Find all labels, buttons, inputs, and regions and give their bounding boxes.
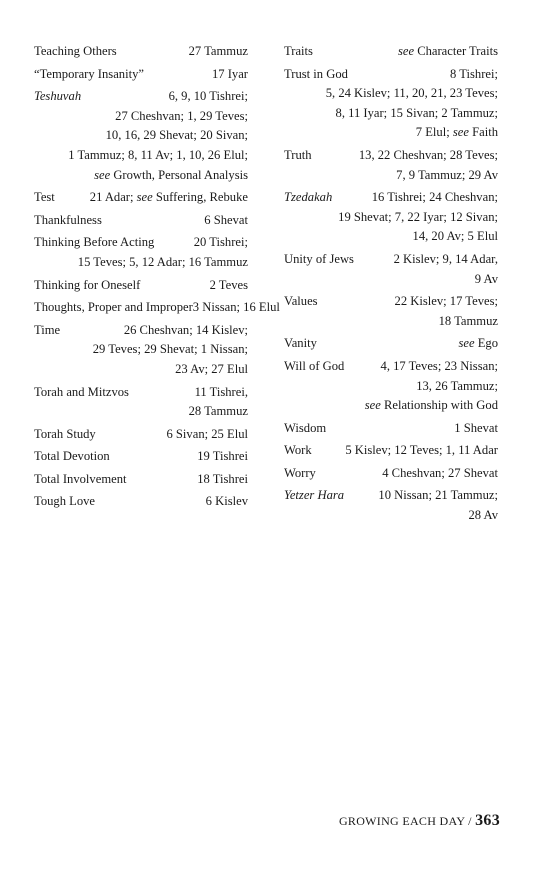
- index-references: [212, 65, 248, 85]
- index-references: [365, 398, 498, 412]
- index-entry: [284, 464, 498, 484]
- index-entry: [34, 65, 248, 85]
- index-references: [210, 276, 248, 296]
- index-entry: [34, 211, 248, 231]
- index-references: [395, 292, 498, 312]
- index-term: Unity of Jews: [284, 251, 354, 266]
- reference-text: 13, 26 Tammuz;: [416, 378, 498, 393]
- reference-text: 8 Tishrei;: [450, 66, 498, 81]
- index-references: [396, 168, 498, 182]
- index-references: [175, 362, 248, 376]
- reference-text: 2 Kislev; 9, 14 Adar,: [393, 251, 498, 266]
- index-term: Test: [34, 190, 55, 205]
- index-entry: [34, 276, 248, 296]
- index-term: Thoughts, Proper and Improper: [34, 300, 193, 315]
- index-references: [458, 334, 498, 354]
- cross-reference-see: see: [364, 398, 381, 413]
- index-references: [398, 42, 498, 62]
- index-references: [78, 255, 248, 269]
- reference-text: 11 Tishrei,: [194, 384, 248, 399]
- cross-reference-see: see: [136, 190, 153, 205]
- reference-text: 21 Adar;: [89, 190, 137, 205]
- index-references: [169, 87, 248, 107]
- reference-text: Relationship with God: [380, 398, 498, 413]
- index-term: Total Devotion: [34, 449, 110, 464]
- reference-text: 3 Nissan; 16 Elul: [192, 300, 280, 315]
- index-term: Torah Study: [34, 426, 96, 441]
- index-references: [359, 146, 498, 166]
- index-term: Truth: [284, 147, 312, 162]
- index-references: [394, 250, 498, 270]
- index-entry: [284, 486, 498, 525]
- index-entry: [284, 334, 498, 354]
- index-references: [468, 508, 498, 522]
- index-term: Worry: [284, 465, 316, 480]
- index-references: [90, 188, 248, 208]
- reference-text: Ego: [474, 336, 498, 351]
- index-references: [166, 425, 248, 445]
- reference-text: 26 Cheshvan; 14 Kislev;: [123, 322, 248, 337]
- cross-reference-see: see: [452, 125, 469, 140]
- cross-reference-see: see: [397, 44, 415, 58]
- index-term: Trust in God: [284, 66, 348, 81]
- reference-text: 9 Av: [474, 271, 498, 286]
- index-references: [204, 211, 248, 231]
- index-column-right: [284, 42, 498, 529]
- index-references: [336, 106, 498, 120]
- index-references: [189, 404, 248, 418]
- index-entry: [34, 492, 248, 512]
- index-references: [94, 168, 248, 182]
- index-term: Traits: [284, 44, 313, 58]
- index-references: [413, 229, 498, 243]
- index-entry: [284, 357, 498, 416]
- index-entry: [34, 383, 248, 422]
- index-entry: [284, 419, 498, 439]
- index-references: [195, 383, 248, 403]
- index-references: [439, 314, 498, 328]
- index-term: Time: [34, 322, 61, 337]
- reference-text: Character Traits: [414, 44, 498, 58]
- index-references: [194, 233, 248, 253]
- index-references: [382, 464, 498, 484]
- page-number: 363: [475, 812, 500, 829]
- index-entry: [34, 425, 248, 445]
- index-references: [197, 470, 248, 490]
- index-references: [193, 298, 280, 318]
- index-entry: [34, 298, 280, 318]
- index-references: [124, 321, 248, 341]
- index-references: [206, 492, 248, 512]
- index-references: [189, 42, 248, 62]
- reference-text: 8, 11 Iyar; 15 Sivan; 2 Tammuz;: [335, 105, 498, 120]
- index-references: [381, 357, 498, 377]
- reference-text: 5 Kislev; 12 Teves; 1, 11 Adar: [345, 443, 498, 458]
- index-references: [475, 272, 498, 286]
- reference-text: 1 Tammuz; 8, 11 Av; 1, 10, 26 Elul;: [68, 147, 248, 162]
- index-term: Wisdom: [284, 420, 327, 435]
- index-term: Total Involvement: [34, 471, 127, 486]
- reference-text: Suffering, Rebuke: [152, 190, 248, 205]
- cross-reference-see: see: [458, 336, 475, 351]
- index-references: [345, 441, 498, 461]
- reference-text: 4 Cheshvan; 27 Shevat: [382, 465, 498, 480]
- reference-text: 28 Tammuz: [188, 404, 248, 419]
- reference-text: 7 Elul;: [415, 125, 453, 140]
- reference-text: 2 Teves: [209, 277, 248, 292]
- reference-text: 10, 16, 29 Shevat; 20 Sivan;: [105, 128, 248, 143]
- reference-text: 18 Tammuz: [438, 313, 498, 328]
- index-entry: [284, 42, 498, 62]
- reference-text: 6 Sivan; 25 Elul: [166, 426, 248, 441]
- index-term: Thinking Before Acting: [34, 235, 155, 250]
- index-term: Torah and Mitzvos: [34, 384, 129, 399]
- reference-text: 10 Nissan; 21 Tammuz;: [378, 488, 498, 503]
- index-references: [372, 188, 498, 208]
- index-references: [450, 65, 498, 85]
- reference-text: 1 Shevat: [454, 420, 498, 435]
- reference-text: 6, 9, 10 Tishrei;: [168, 89, 248, 104]
- cross-reference-see: see: [94, 167, 111, 182]
- index-term: Will of God: [284, 358, 345, 373]
- index-references: [106, 128, 248, 142]
- index-term: Teaching Others: [34, 44, 117, 58]
- index-references: [454, 419, 498, 439]
- reference-text: 6 Kislev: [205, 494, 248, 509]
- index-term: Tzedakah: [284, 190, 333, 205]
- index-term: Vanity: [284, 336, 317, 351]
- reference-text: Growth, Personal Analysis: [110, 167, 248, 182]
- index-entry: [34, 87, 248, 185]
- index-references: [326, 86, 498, 100]
- reference-text: 27 Cheshvan; 1, 29 Teves;: [115, 108, 248, 123]
- reference-text: 13, 22 Cheshvan; 28 Teves;: [358, 147, 498, 162]
- index-references: [378, 486, 498, 506]
- index-entry: [34, 233, 248, 272]
- reference-text: 19 Tishrei: [197, 449, 248, 464]
- reference-text: 18 Tishrei: [197, 471, 248, 486]
- reference-text: 20 Tishrei;: [193, 235, 248, 250]
- index-term: Thinking for Oneself: [34, 277, 141, 292]
- reference-text: 6 Shevat: [204, 212, 248, 227]
- reference-text: 17 Iyar: [211, 66, 248, 81]
- index-entry: [284, 146, 498, 185]
- index-term: “Temporary Insanity”: [34, 66, 144, 81]
- reference-text: 28 Av: [468, 508, 498, 523]
- index-term: Values: [284, 294, 318, 309]
- page-footer: [339, 812, 500, 830]
- reference-text: 19 Shevat; 7, 22 Iyar; 12 Sivan;: [338, 209, 498, 224]
- index-entry: [34, 42, 248, 62]
- reference-text: 4, 17 Teves; 23 Nissan;: [380, 358, 498, 373]
- running-title: GROWING EACH DAY: [338, 814, 465, 828]
- reference-text: 29 Teves; 29 Shevat; 1 Nissan;: [92, 342, 248, 357]
- reference-text: 23 Av; 27 Elul: [175, 361, 248, 376]
- index-entry: [34, 321, 248, 380]
- reference-text: 16 Tishrei; 24 Cheshvan;: [371, 190, 498, 205]
- index-references: [115, 109, 248, 123]
- index-column-left: [34, 42, 280, 515]
- index-references: [416, 125, 498, 139]
- index-references: [93, 342, 248, 356]
- reference-text: 22 Kislev; 17 Teves;: [394, 294, 498, 309]
- index-references: [197, 447, 248, 467]
- index-term: Tough Love: [34, 494, 96, 509]
- index-entry: [34, 447, 248, 467]
- reference-text: 7, 9 Tammuz; 29 Av: [396, 167, 498, 182]
- index-term: Work: [284, 443, 312, 458]
- reference-text: 27 Tammuz: [188, 44, 248, 58]
- index-entry: [34, 188, 248, 208]
- index-references: [416, 379, 498, 393]
- index-entry: [284, 188, 498, 247]
- footer-separator: /: [464, 814, 476, 828]
- index-term: Yetzer Hara: [284, 488, 345, 503]
- index-entry: [284, 292, 498, 331]
- index-entry: [284, 250, 498, 289]
- index-references: [68, 148, 248, 162]
- index-entry: [34, 470, 248, 490]
- reference-text: 5, 24 Kislev; 11, 20, 21, 23 Teves;: [325, 86, 498, 101]
- index-entry: [284, 441, 498, 461]
- index-term: Teshuvah: [34, 89, 82, 104]
- index-term: Thankfulness: [34, 212, 102, 227]
- reference-text: 14, 20 Av; 5 Elul: [412, 229, 498, 244]
- reference-text: Faith: [468, 125, 498, 140]
- reference-text: 15 Teves; 5, 12 Adar; 16 Tammuz: [77, 254, 248, 269]
- index-entry: [284, 65, 498, 143]
- index-references: [338, 210, 498, 224]
